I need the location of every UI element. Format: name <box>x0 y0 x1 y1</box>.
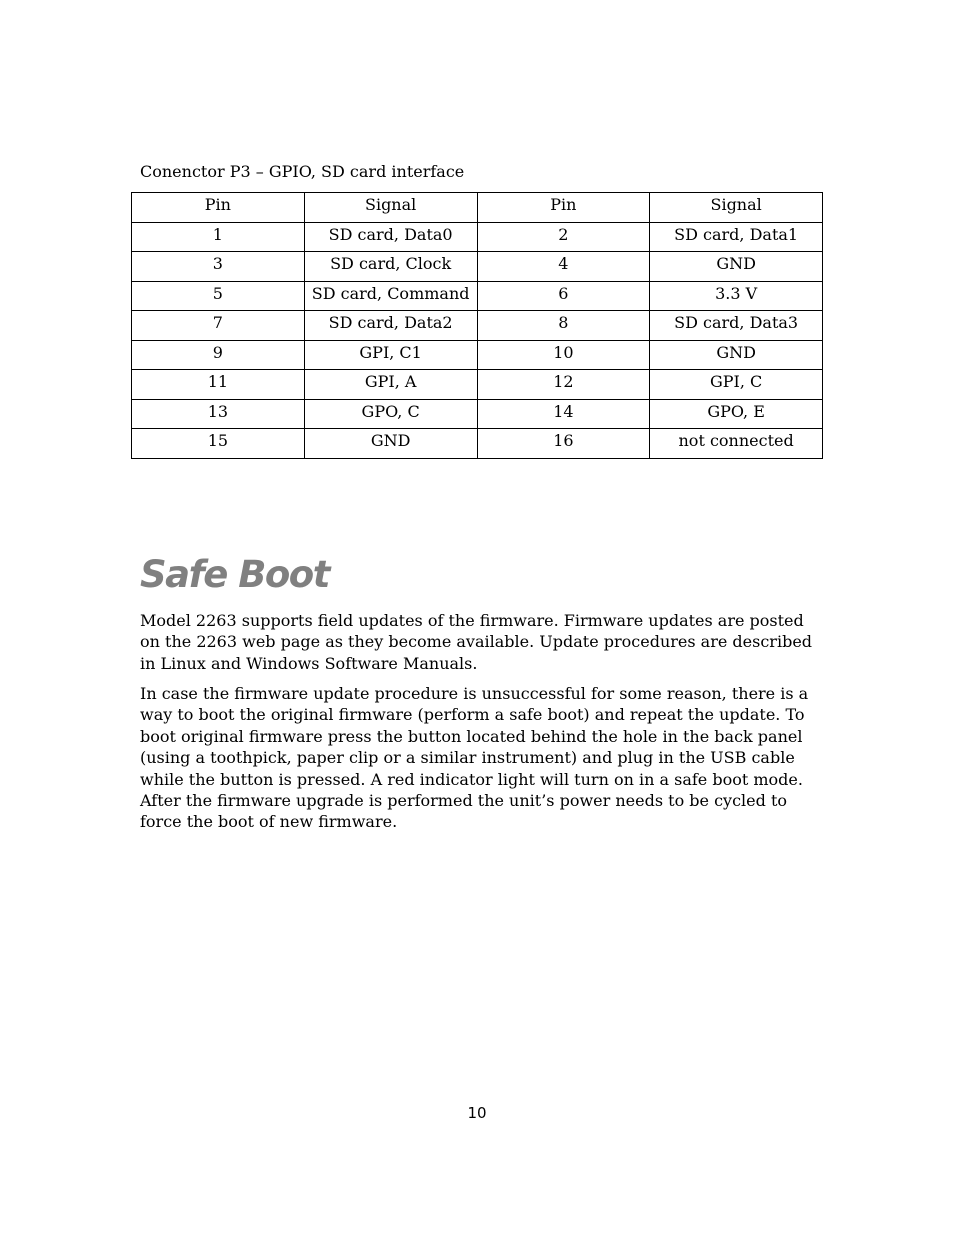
table-row <box>132 429 823 459</box>
pin-cell: 16 <box>477 429 650 459</box>
signal-cell: GPI, C1 <box>304 340 477 370</box>
pin-cell: 8 <box>477 311 650 341</box>
table-row <box>132 281 823 311</box>
page-number: 10 <box>467 1104 487 1122</box>
pin-cell: 7 <box>132 311 305 341</box>
header-signal: Signal <box>650 193 823 223</box>
signal-cell: GPO, E <box>650 399 823 429</box>
signal-cell: GPI, C <box>650 370 823 400</box>
body-paragraph: Model 2263 supports field updates of the firmware. Firmware updates are posted on the 2263 web page as they become available. Update procedures are described in Linux and Windows Software Manuals. <box>140 611 813 673</box>
pin-cell: 2 <box>477 222 650 252</box>
pin-cell: 10 <box>477 340 650 370</box>
pin-cell: 1 <box>132 222 305 252</box>
pin-cell: 9 <box>132 340 305 370</box>
signal-cell: SD card, Data3 <box>650 311 823 341</box>
pin-cell: 4 <box>477 252 650 282</box>
signal-cell: not connected <box>650 429 823 459</box>
pin-cell: 15 <box>132 429 305 459</box>
body-paragraph: In case the firmware update procedure is unsuccessful for some reason, there is a way to boot the original firmware (perform a safe boot) and repeat the update. To boot original firmware press the button located behind the hole in the back panel (using a toothpick, paper clip or a similar instrument) and plug in the USB cable while the button is pressed. A red indicator light will turn on in a safe boot mode. After the firmware upgrade is performed the unit’s power needs to be cycled to force the boot of new firmware. <box>140 684 809 832</box>
signal-cell: SD card, Data1 <box>650 222 823 252</box>
header-signal: Signal <box>304 193 477 223</box>
signal-cell: GND <box>304 429 477 459</box>
section-heading: Safe Boot <box>140 553 329 596</box>
pin-cell: 6 <box>477 281 650 311</box>
signal-cell: GND <box>650 340 823 370</box>
table-row <box>132 399 823 429</box>
signal-cell: SD card, Command <box>304 281 477 311</box>
table-row <box>132 222 823 252</box>
table-header-row <box>132 193 823 223</box>
table-row <box>132 311 823 341</box>
pin-cell: 11 <box>132 370 305 400</box>
signal-cell: SD card, Clock <box>304 252 477 282</box>
table-caption: Conenctor P3 – GPIO, SD card interface <box>140 162 465 181</box>
pin-cell: 14 <box>477 399 650 429</box>
table-row <box>132 370 823 400</box>
table-row <box>132 340 823 370</box>
header-pin: Pin <box>477 193 650 223</box>
pin-cell: 3 <box>132 252 305 282</box>
pin-cell: 13 <box>132 399 305 429</box>
signal-cell: SD card, Data0 <box>304 222 477 252</box>
signal-cell: GPI, A <box>304 370 477 400</box>
header-pin: Pin <box>132 193 305 223</box>
signal-cell: SD card, Data2 <box>304 311 477 341</box>
signal-cell: GND <box>650 252 823 282</box>
pin-cell: 12 <box>477 370 650 400</box>
connector-pin-table <box>131 192 823 459</box>
signal-cell: 3.3 V <box>650 281 823 311</box>
table-row <box>132 252 823 282</box>
pin-cell: 5 <box>132 281 305 311</box>
signal-cell: GPO, C <box>304 399 477 429</box>
